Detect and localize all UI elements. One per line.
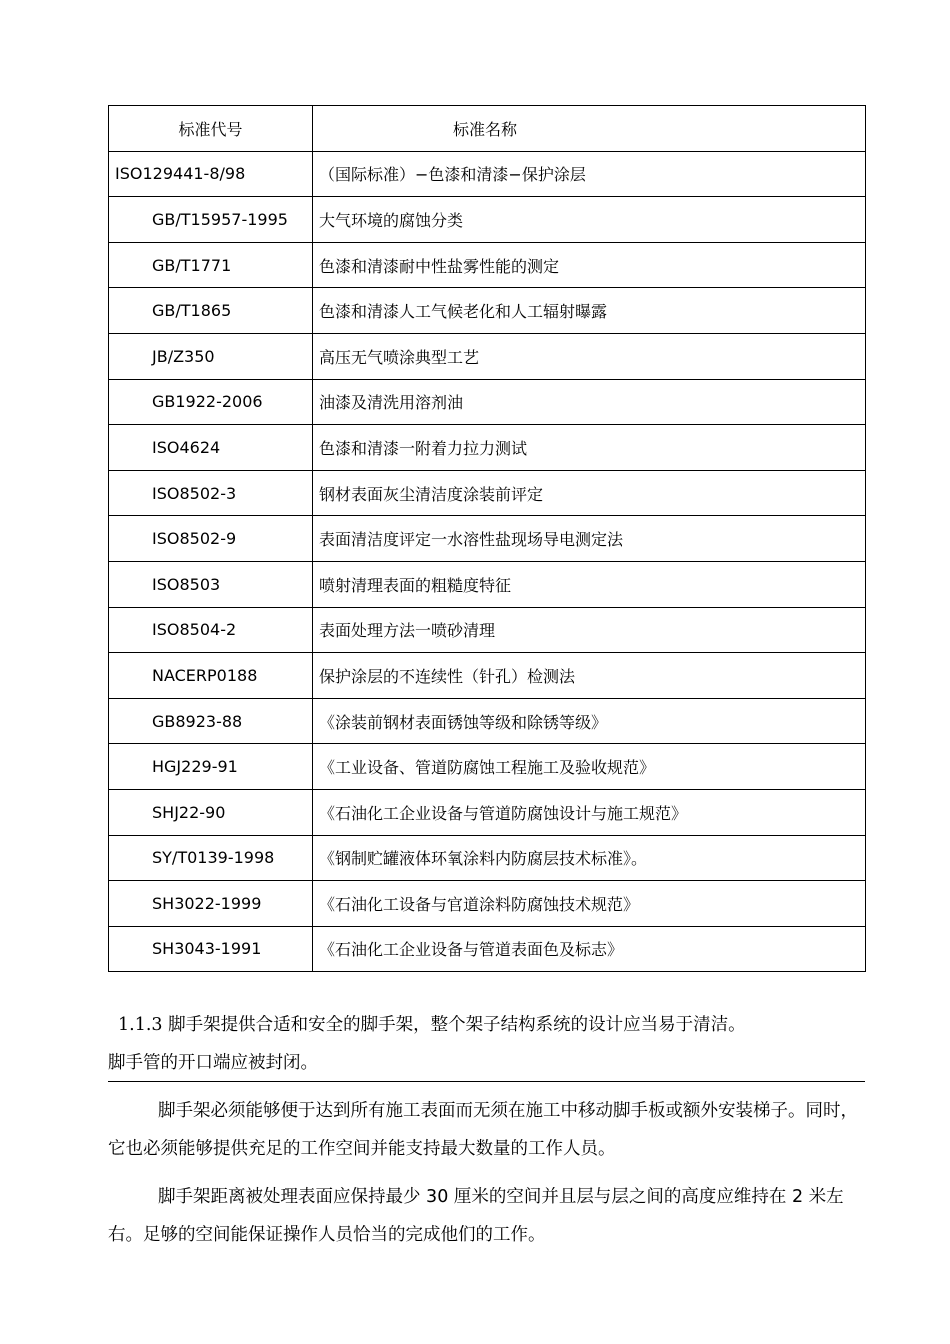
standard-name-cell: 《石油化工企业设备与管道防腐蚀设计与施工规范》 [313, 789, 866, 835]
horizontal-rule [108, 1081, 865, 1082]
standard-code-cell: GB/T15957-1995 [109, 197, 313, 243]
table-row [109, 653, 866, 699]
table-row [109, 425, 866, 471]
standard-code-cell: ISO129441-8/98 [109, 151, 313, 197]
standard-code-cell: SH3043-1991 [109, 926, 313, 972]
standard-code-cell: NACERP0188 [109, 653, 313, 699]
standard-name-cell: 油漆及清洗用溶剂油 [313, 379, 866, 425]
standard-code-cell: SH3022-1999 [109, 881, 313, 927]
standard-code-cell: GB/T1865 [109, 288, 313, 334]
table-row [109, 516, 866, 562]
standard-code-cell: HGJ229-91 [109, 744, 313, 790]
standard-name-cell: 色漆和清漆一附着力拉力测试 [313, 425, 866, 471]
standard-name-cell: 《工业设备、管道防腐蚀工程施工及验收规范》 [313, 744, 866, 790]
table-row [109, 698, 866, 744]
table-row [109, 197, 866, 243]
standard-name-cell: 《涂装前钢材表面锈蚀等级和除锈等级》 [313, 698, 866, 744]
table-row [109, 744, 866, 790]
table-row [109, 607, 866, 653]
table-row [109, 470, 866, 516]
table-body [109, 151, 866, 972]
standard-name-cell: 色漆和清漆人工气候老化和人工辐射曝露 [313, 288, 866, 334]
standard-name-cell: 高压无气喷涂典型工艺 [313, 333, 866, 379]
standard-code-cell: SHJ22-90 [109, 789, 313, 835]
standard-name-cell: 《石油化工企业设备与管道表面色及标志》 [313, 926, 866, 972]
section-line-1 [108, 1006, 865, 1044]
standard-name-cell: 色漆和清漆耐中性盐雾性能的测定 [313, 242, 866, 288]
standard-name-cell: 《钢制贮罐液体环氧涂料内防腐层技术标准》。 [313, 835, 866, 881]
table-row [109, 242, 866, 288]
standard-code-cell: GB/T1771 [109, 242, 313, 288]
table-row [109, 379, 866, 425]
table-row [109, 288, 866, 334]
table-row [109, 561, 866, 607]
paragraph-1: 脚手架必须能够便于达到所有施工表面而无须在施工中移动脚手板或额外安装梯子。同时，它也必须能够提供充足的工作空间并能支持最大数量的工作人员。 [108, 1101, 858, 1159]
standard-name-cell: 《石油化工设备与官道涂料防腐蚀技术规范》 [313, 881, 866, 927]
standard-code-cell: ISO4624 [109, 425, 313, 471]
standard-code-cell: ISO8504-2 [109, 607, 313, 653]
section-number: 1.1.3 [118, 1015, 163, 1035]
table-row [109, 835, 866, 881]
standard-name-cell: 表面清洁度评定一水溶性盐现场导电测定法 [313, 516, 866, 562]
standard-name-cell: 钢材表面灰尘清洁度涂装前评定 [313, 470, 866, 516]
standard-name-cell: 喷射清理表面的粗糙度特征 [313, 561, 866, 607]
standard-code-cell: JB/Z350 [109, 333, 313, 379]
section-text-line-2: 脚手管的开口端应被封闭。 [108, 1053, 318, 1073]
standard-name-cell: 表面处理方法一喷砂清理 [313, 607, 866, 653]
table-row [109, 926, 866, 972]
section-1-1-3 [108, 1006, 865, 1082]
table-row [109, 333, 866, 379]
standard-code-cell: SY/T0139-1998 [109, 835, 313, 881]
section-text-line-1: 脚手架提供合适和安全的脚手架，整个架子结构系统的设计应当易于清洁。 [168, 1015, 746, 1035]
header-code: 标准代号 [109, 106, 313, 152]
table-header-row [109, 106, 866, 152]
standard-code-cell: GB1922-2006 [109, 379, 313, 425]
standard-code-cell: ISO8502-3 [109, 470, 313, 516]
table-row [109, 151, 866, 197]
header-name: 标准名称 [313, 106, 866, 152]
standard-name-cell: 保护涂层的不连续性（针孔）检测法 [313, 653, 866, 699]
standard-name-cell: 大气环境的腐蚀分类 [313, 197, 866, 243]
standard-code-cell: ISO8502-9 [109, 516, 313, 562]
standards-table [108, 105, 866, 972]
standard-name-cell: （国际标准）−色漆和清漆−保护涂层 [313, 151, 866, 197]
table-row [109, 789, 866, 835]
standard-code-cell: ISO8503 [109, 561, 313, 607]
table-row [109, 881, 866, 927]
standard-code-cell: GB8923-88 [109, 698, 313, 744]
paragraph-2: 脚手架距离被处理表面应保持最少 30 厘米的空间并且层与层之间的高度应维持在 2 米左右。足够的空间能保证操作人员恰当的完成他们的工作。 [108, 1187, 844, 1245]
